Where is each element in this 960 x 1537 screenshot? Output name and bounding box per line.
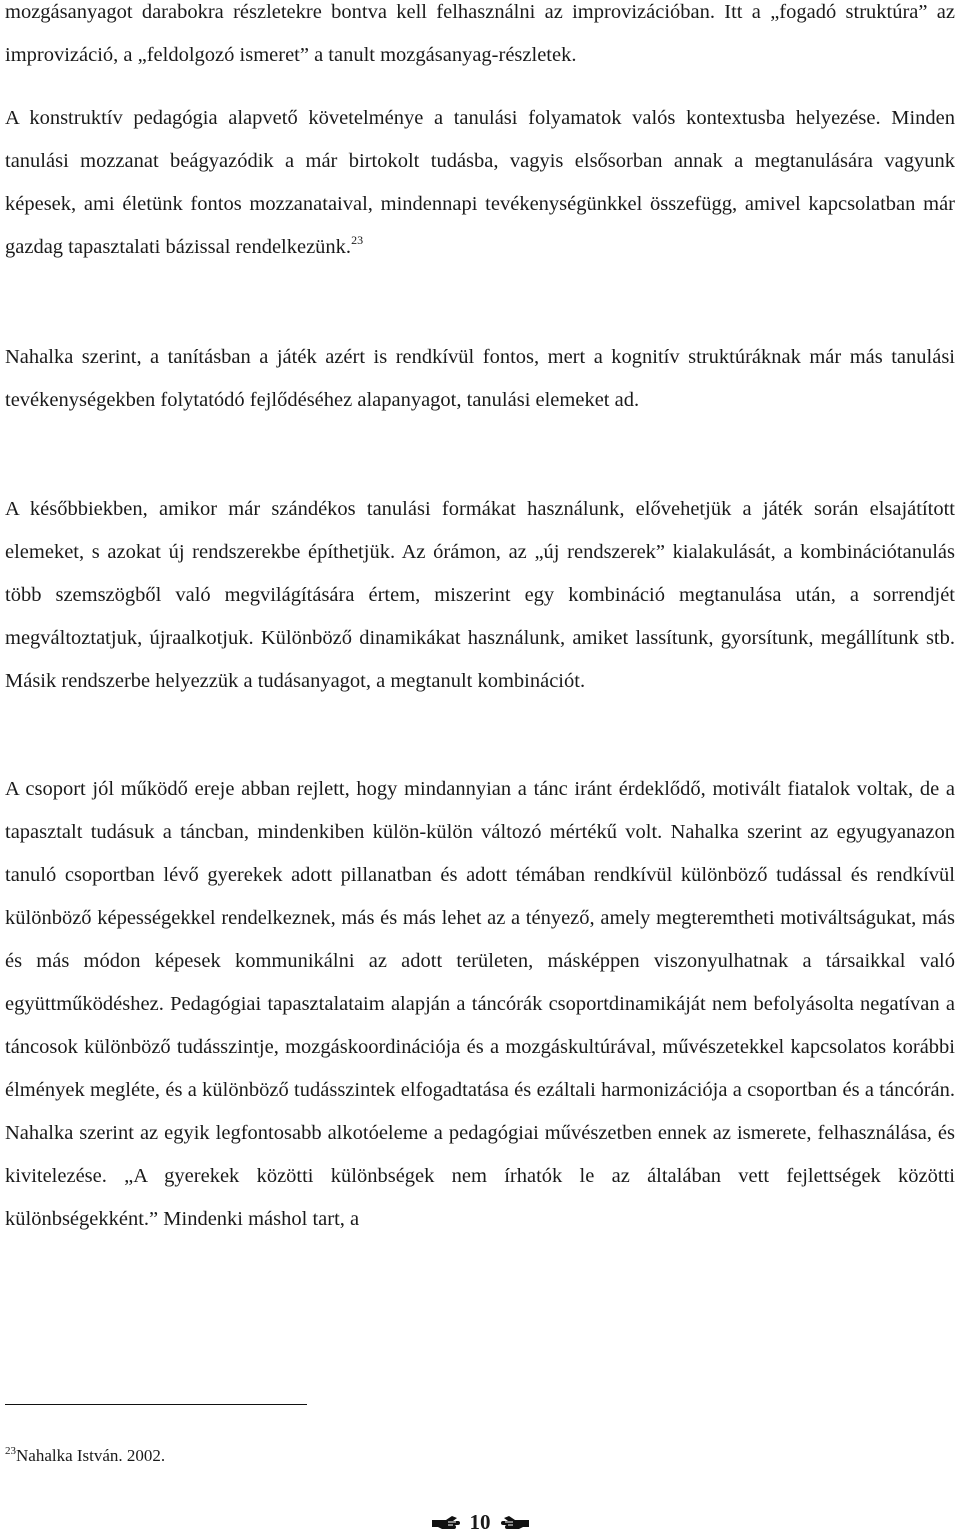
footnote-text: Nahalka István. 2002. — [16, 1446, 166, 1465]
hand-pointing-left-icon — [501, 1512, 531, 1532]
paragraph-5: A csoport jól működő ereje abban rejlett, hogy mindannyian a tánc iránt érdeklődő, motivált fiatalok voltak, de a tapasztalt tudásuk a táncban, mindenkiben külön-külön változó mértékű volt. Nahalka szerint az egyugyanazon tanuló csoportban lévő gyerekek adott pillanatban és adott témában rendkívül különböző tudással és rendkívül különböző képességekkel rendelkeznek, más és más lehet az a tényező, amely megteremtheti motiváltságukat, más és más módon képesek kommunikálni az adott területen, másképpen viszonyulhatnak a társaikkal való együttműködéshez. Pedagógiai tapasztalataim alapján a táncórák csoportdinamikáját nem befolyásolta negatívan a táncosok különböző tudásszintje, mozgáskoordinációja és a mozgáskultúrával, művészetekkel kapcsolatos korábbi élmények megléte, és a különböző tudásszintek elfogadtatása és ezáltali harmonizációja a csoportban és a táncórán. Nahalka szerint az egyik legfontosabb alkotóeleme a pedagógiai művészetben ennek az ismerete, felhasználása, és kivitelezése. „A gyerekek közötti különbségek nem írhatók le az általában vett fejlettségek közötti különbségekként.” Mindenki máshol tart, a — [5, 778, 955, 1230]
paragraph-1: mozgásanyagot darabokra részletekre bontva kell felhasználni az improvizációban. Itt a „fogadó struktúra” az improvizáció, a „feldolgozó ismeret” a tanult mozgásanyag-részletek. — [5, 1, 955, 66]
paragraph-2-text: A konstruktív pedagógia alapvető követelménye a tanulási folyamatok valós kontextusba helyezése. Minden tanulási mozzanat beágyazódik a már birtokolt tudásba, vagyis elsősorban annak a megtanulására vagyunk képesek, ami életünk fontos mozzanataival, mindennapi tevékenységünkkel összefügg, amivel kapcsolatban már gazdag tapasztalati bázissal rendelkezünk. — [5, 107, 955, 258]
paragraph-4: A későbbiekben, amikor már szándékos tanulási formákat használunk, elővehetjük a játék során elsajátított elemeket, s azokat új rendszerekbe építhetjük. Az órámon, az „új rendszerek” kialakulását, a kombinációtanulás több szemszögből való megvilágítására értem, miszerint egy kombináció megtanulása után, a sorrendjét megváltoztatjuk, újraalkotjuk. Különböző dinamikákat használunk, amiket lassítunk, gyorsítunk, megállítunk stb. Másik rendszerbe helyezzük a tudásanyagot, a megtanult kombinációt. — [5, 498, 955, 692]
paragraph-2 — [5, 97, 955, 269]
footnote — [5, 1444, 165, 1468]
page-number-footer — [0, 1508, 960, 1536]
page-number: 10 — [469, 1509, 491, 1534]
footnote-number: 23 — [5, 1445, 16, 1457]
footnote-separator — [5, 1404, 307, 1405]
paragraph-3: Nahalka szerint, a tanításban a játék azért is rendkívül fontos, mert a kognitív struktúráknak már más tanulási tevékenységekben folytatódó fejlődéséhez alapanyagot, tanulási elemeket ad. — [5, 346, 955, 411]
footnote-reference: 23 — [351, 233, 364, 247]
hand-pointing-right-icon — [430, 1512, 460, 1532]
